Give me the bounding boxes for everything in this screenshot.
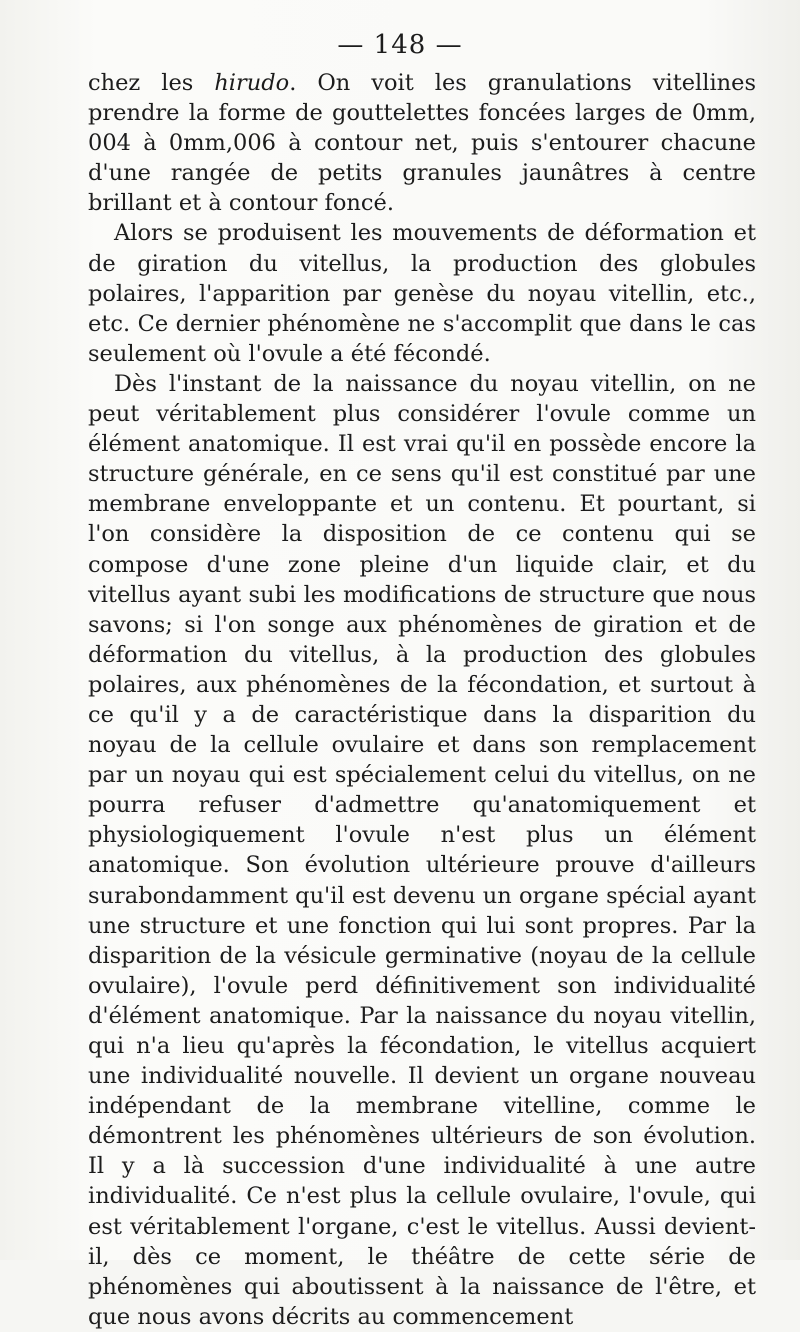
paragraph-1 xyxy=(88,68,756,218)
paragraph-1-post: . On voit les granulations vitellines prendre la forme de gouttelettes foncées larges de 0mm, 004 à 0mm,006 à contour net, puis s'entourer chacune d'une rangée de petits granules jaunâtres à centre brillant et à contour foncé. xyxy=(88,70,756,217)
paragraph-1-italic: hirudo xyxy=(214,70,290,96)
paragraph-3: Dès l'instant de la naissance du noyau vitellin, on ne peut véritablement plus considérer l'ovule comme un élément anatomique. Il est vrai qu'il en possède encore la structure générale, en ce sens qu'il est constitué par une membrane enveloppante et un contenu. Et pourtant, si l'on considère la disposition de ce contenu qui se compose d'une zone pleine d'un liquide clair, et du vitellus ayant subi les modifications de structure que nous savons; si l'on songe aux phénomènes de giration et de déformation du vitellus, à la production des globules polaires, aux phénomènes de la fécondation, et surtout à ce qu'il y a de caractéristique dans la disparition du noyau de la cellule ovulaire et dans son remplacement par un noyau qui est spécialement celui du vitellus, on ne pourra refuser d'admettre qu'anatomiquement et physiologiquement l'ovule n'est plus un élément anatomique. Son évolution ultérieure prouve d'ailleurs surabondamment qu'il est devenu un organe spécial ayant une structure et une fonction qui lui sont propres. Par la disparition de la vésicule germinative (noyau de la cellule ovulaire), l'ovule perd définitivement son individualité d'élément anatomique. Par la naissance du noyau vitellin, qui n'a lieu qu'après la fécondation, le vitellus acquiert une individualité nouvelle. Il devient un organe nouveau indépendant de la membrane vitelline, comme le démontrent les phénomènes ultérieurs de son évolution. Il y a là succession d'une individualité à une autre individualité. Ce n'est plus la cellule ovulaire, l'ovule, qui est véritablement l'organe, c'est le vitellus. Aussi devient-il, dès ce moment, le théâtre de cette série de phénomènes qui aboutissent à la naissance de l'être, et que nous avons décrits au commencement xyxy=(88,370,756,1330)
page-number: — 148 — xyxy=(337,30,463,60)
body-text xyxy=(88,68,756,1332)
paragraph-1-pre: chez les xyxy=(88,70,215,96)
paragraph-2: Alors se produisent les mouvements de déformation et de giration du vitellus, la production des globules polaires, l'apparition par genèse du noyau vitellin, etc., etc. Ce dernier phénomène ne s'accomplit que dans le cas seulement où l'ovule a été fécondé. xyxy=(88,220,756,367)
